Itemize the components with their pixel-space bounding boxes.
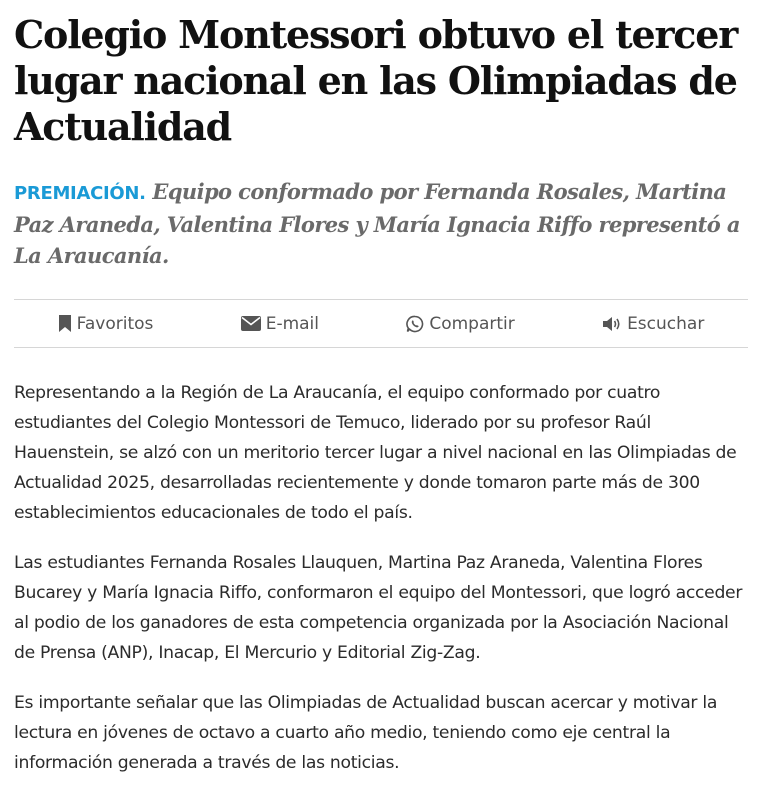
speaker-icon (602, 316, 622, 332)
article-headline: Colegio Montessori obtuvo el tercer lugar nacional en las Olimpiadas de Actualidad (14, 12, 738, 149)
bookmark-icon (58, 315, 72, 332)
favorites-button[interactable] (58, 314, 154, 334)
body-paragraph: Es importante señalar que las Olimpiadas de Actualidad buscan acercar y motivar la lectura en jóvenes de octavo a cuarto año medio, teniendo como eje central la información generada a través de las noticias. (14, 693, 718, 773)
lead-text: Equipo conformado por Fernanda Rosales, Martina Paz Araneda, Valentina Flores y María Ignacia Riffo representó a La Araucanía. (14, 179, 740, 268)
whatsapp-icon (406, 315, 424, 333)
listen-label: Escuchar (627, 313, 705, 334)
body-paragraph: Representando a la Región de La Araucanía, el equipo conformado por cuatro estudiantes del Colegio Montessori de Temuco, liderado por su profesor Raúl Hauenstein, se alzó con un meritorio tercer lugar a nivel nacional en las Olimpiadas de Actualidad 2025, desarrolladas recientemente y donde tomaron parte más de 300 establecimientos educacionales de todo el país. (14, 383, 737, 523)
envelope-icon (241, 316, 261, 331)
email-label: E-mail (265, 313, 320, 334)
body-paragraph: Las estudiantes Fernanda Rosales Llauquen, Martina Paz Araneda, Valentina Flores Bucarey y María Ignacia Riffo, conformaron el equipo del Montessori, que logró acceder al podio de los ganadores de esta competencia organizada por la Asociación Nacional de Prensa (ANP), Inacap, El Mercurio y Editorial Zig-Zag. (14, 553, 743, 663)
email-button[interactable] (241, 314, 319, 334)
share-button[interactable] (406, 314, 514, 334)
share-label: Compartir (429, 313, 515, 334)
favorites-label: Favoritos (76, 313, 154, 334)
article (14, 0, 748, 798)
article-lead (14, 176, 748, 271)
article-body (14, 378, 748, 778)
listen-button[interactable] (602, 314, 704, 334)
lead-kicker: PREMIACIÓN. (14, 183, 146, 204)
share-bar (14, 299, 748, 348)
